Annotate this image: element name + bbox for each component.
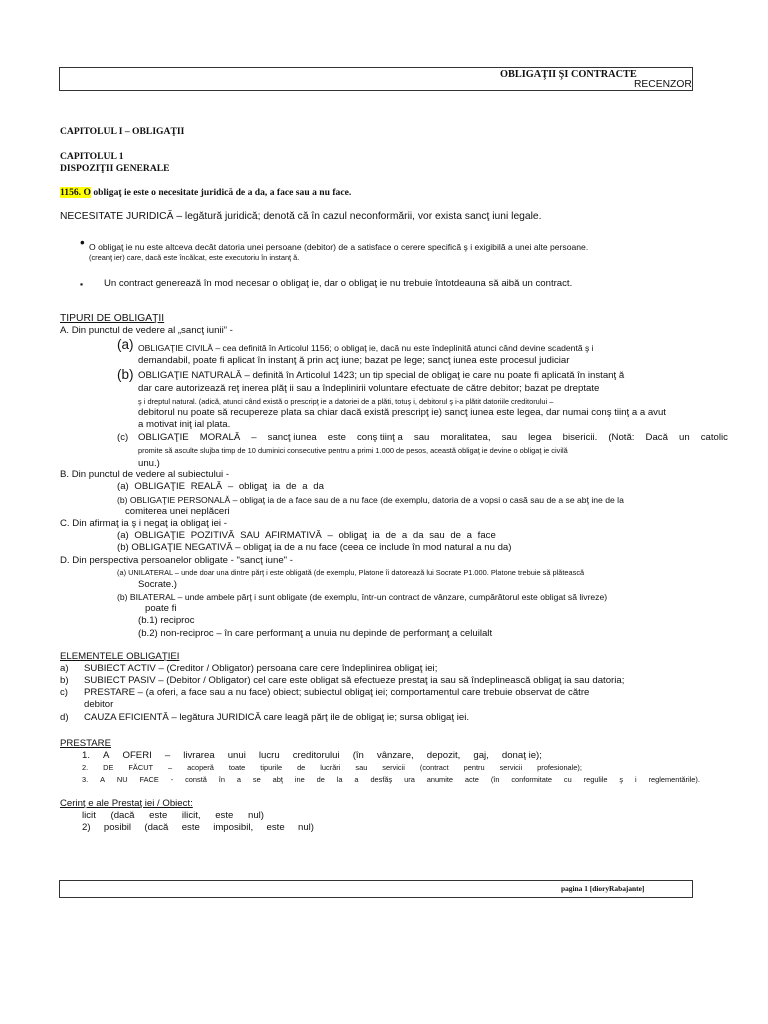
- word: moralitatea,: [440, 432, 491, 443]
- word: (dacă: [110, 810, 135, 821]
- word: i: [635, 775, 637, 784]
- word: acoperă: [187, 763, 214, 772]
- obligatie-naturala-line-5: a motivat iniţ ial plata.: [138, 419, 231, 430]
- bullet-1-line-1: O obligaţ ie nu este altceva decât datoria unei persoane (debitor) de a satisface o cerere specifică ş i exigibilă a unei alte persoane.: [89, 242, 589, 252]
- word: la: [336, 775, 343, 784]
- word: OBLIGAŢIE: [138, 432, 189, 443]
- cerinte-item-2: [82, 822, 314, 833]
- necesitate-juridica: NECESITATE JURIDICĂ – legătură juridică; denotă că în cazul neconformării, vor exista sancţ iuni legale.: [60, 211, 542, 222]
- word: anumite: [426, 775, 454, 784]
- bullet-1-line-2: (creanţ ier) care, dacă este încălcat, este executoriu în instanţ ă.: [89, 253, 300, 262]
- word: -: [170, 775, 174, 784]
- word: –: [168, 763, 173, 772]
- obligatie-naturala-line-3: ş i dreptul natural. (adică, atunci când există o prescripţ ie a datoriei de a plăti, totuş i, debitorul ş i-a plătit datoriile creditorului –: [138, 397, 554, 406]
- word: livrarea: [183, 750, 215, 761]
- word: a: [236, 775, 241, 784]
- word: servicii: [382, 763, 405, 772]
- word: conformitate: [511, 775, 553, 784]
- obligatie-naturala-line-4: debitorul nu poate să recupereze plata sa chiar dacă există prescripţ ie) sancţ iunea este legea, dar numai conş tiinţ a a avut: [138, 407, 666, 418]
- prestare-item-1: [82, 750, 542, 761]
- word: Dacă: [645, 432, 668, 443]
- obligatie-civila-line-2: demandabil, poate fi aplicat în instanţ ă prin acţ iune; bazat pe lege; sancţ iunea este procesul judiciar: [138, 355, 570, 366]
- elemente-marker: b): [60, 675, 69, 686]
- page-footer: pagina 1 [dioryRabajante]: [561, 884, 645, 893]
- elemente-marker: d): [60, 712, 69, 723]
- obligatie-personala-line-1: (b) OBLIGAŢIE PERSONALĂ – obligaţ ia de a face sau de a nu face (de exemplu, datoria de a vopsi o casă sau de a se abţ ine de la: [117, 495, 624, 505]
- word: bisericii.: [562, 432, 598, 443]
- tipuri-a-heading: A. Din punctul de vedere al „sancţ iunii” -: [60, 325, 233, 336]
- word: conş tiinţ a: [356, 432, 403, 443]
- word: FĂCUT: [128, 763, 154, 772]
- list-marker-a: (a): [117, 337, 134, 352]
- word: a: [354, 775, 359, 784]
- word: –: [251, 432, 257, 443]
- obligatie-morala-line-3: unu.): [138, 458, 160, 469]
- word: depozit,: [426, 750, 461, 761]
- word: OFERI: [122, 750, 152, 761]
- word: 3.: [82, 775, 89, 784]
- obligatie-naturala-line-1: OBLIGAŢIE NATURALĂ – definită în Articolul 1423; un tip special de obligaţ ie care nu poate fi aplicată în instanţ ă: [138, 370, 625, 381]
- bilateral-line-2: poate fi: [145, 603, 177, 614]
- tipuri-d-heading: D. Din perspectiva persoanelor obligate - "sancţ iune" -: [60, 555, 293, 566]
- prestare-item-3: [82, 775, 700, 784]
- unilateral-line-1: (a) UNILATERAL – unde doar una dintre părţ i este obligată (de exemplu, Platone îi datorează lui Socrate P1.000. Platone trebuie să plătească: [117, 568, 585, 577]
- bullet-icon: ▪: [80, 279, 84, 289]
- word: desfăş: [370, 775, 393, 784]
- word: (în: [490, 775, 500, 784]
- obligatie-morala-line-1: [138, 432, 728, 443]
- word: se: [252, 775, 261, 784]
- word: abţ: [272, 775, 283, 784]
- word: NU: [116, 775, 128, 784]
- word: constă: [185, 775, 207, 784]
- word: lucrări: [320, 763, 341, 772]
- word: FACE: [139, 775, 159, 784]
- bullet-2: Un contract generează în mod necesar o obligaţ ie, dar o obligaţ ie nu trebuie întotdeauna să aibă un contract.: [104, 278, 573, 289]
- word: donaţ ie);: [501, 750, 542, 761]
- obligatie-naturala-line-2: dar care autorizează reţ inerea plăţ ii sau a îndeplinirii voluntare efectuate de către debitor; bazat pe dreptate: [138, 383, 600, 394]
- word: este: [215, 810, 234, 821]
- word: în: [218, 775, 225, 784]
- elemente-item: CAUZA EFICIENTĂ – legătura JURIDICĂ care leagă părţ ile de obligaţ ie; sursa obligaţ iei.: [84, 712, 469, 723]
- bilateral-reciproc: (b.1) reciproc: [138, 615, 195, 626]
- word: sau: [501, 432, 518, 443]
- word: ine: [294, 775, 305, 784]
- section-heading-prestare: PRESTARE: [60, 738, 111, 749]
- word: 1.: [82, 750, 91, 761]
- word: MORALĂ: [199, 432, 241, 443]
- word: reglementările).: [648, 775, 700, 784]
- word: este: [327, 432, 346, 443]
- word: nul): [297, 822, 314, 833]
- bilateral-non-reciproc: (b.2) non-reciproc – în care performanţ a unuia nu depinde de performanţ a celuilalt: [138, 628, 493, 639]
- article-number-highlight: 1156. O: [60, 187, 91, 198]
- word: este: [266, 822, 285, 833]
- word: regulile: [583, 775, 608, 784]
- word: acte: [464, 775, 479, 784]
- word: vânzare,: [376, 750, 414, 761]
- word: (contract: [419, 763, 449, 772]
- word: toate: [228, 763, 246, 772]
- tipuri-b-heading: B. Din punctul de vedere al subiectului -: [60, 469, 230, 480]
- word: sancţ iunea: [267, 432, 317, 443]
- word: (în: [352, 750, 364, 761]
- word: catolic: [700, 432, 728, 443]
- word: ş: [619, 775, 624, 784]
- chapter-subheading-1: CAPITOLUL 1: [60, 151, 124, 162]
- word: 2): [82, 822, 91, 833]
- word: posibil: [103, 822, 132, 833]
- bilateral-line-1: (b) BILATERAL – unde ambele părţ i sunt obligate (de exemplu, într-un contract de vânzare, cumpărătorul este obligat să livreze): [117, 592, 608, 602]
- bullet-icon: •: [80, 235, 85, 250]
- word: gaj,: [473, 750, 489, 761]
- chapter-heading: CAPITOLUL I – OBLIGAŢII: [60, 126, 185, 137]
- word: pentru: [463, 763, 485, 772]
- unilateral-line-2: Socrate.): [138, 579, 177, 590]
- word: de: [316, 775, 325, 784]
- word: imposibil,: [213, 822, 254, 833]
- elemente-item: debitor: [84, 699, 114, 710]
- word: ura: [404, 775, 415, 784]
- article-1156: [60, 187, 351, 198]
- list-marker-b: (b): [117, 367, 134, 382]
- word: cu: [563, 775, 572, 784]
- section-heading-tipuri: TIPURI DE OBLIGAŢII: [60, 313, 165, 324]
- cerinte-item-1: [82, 810, 264, 821]
- elemente-item: SUBIECT ACTIV – (Creditor / Obligator) persoana care cere îndeplinirea obligaţ iei;: [84, 663, 438, 674]
- word: servicii: [499, 763, 523, 772]
- section-heading-cerinte: Cerinţ e ale Prestaţ iei / Obiect:: [60, 798, 193, 809]
- word: 2.: [82, 763, 89, 772]
- word: lucru: [258, 750, 280, 761]
- word: unui: [227, 750, 246, 761]
- word: –: [164, 750, 171, 761]
- document-title: OBLIGAŢII ŞI CONTRACTE: [500, 69, 637, 80]
- elemente-item: PRESTARE – (a oferi, a face sau a nu face) obiect; subiectul obligaţ iei; comportamentul care trebuie observat de către: [84, 687, 590, 698]
- word: (dacă: [144, 822, 169, 833]
- elemente-item: SUBIECT PASIV – (Debitor / Obligator) cel care este obligat să efectueze prestaţ ia sau să îndeplinească obligaţ ia sau datoria;: [84, 675, 625, 686]
- word: este: [181, 822, 200, 833]
- word: legea: [528, 432, 552, 443]
- chapter-subheading-2: DISPOZIŢII GENERALE: [60, 163, 170, 174]
- obligatie-civila-line-1: OBLIGAŢIE CIVILĂ – cea definită în Articolul 1156; o obligaţ ie, dacă nu este îndeplinită atunci când devine scadentă ş i: [138, 343, 594, 353]
- word: creditorului: [292, 750, 340, 761]
- word: A: [100, 775, 106, 784]
- word: licit: [82, 810, 96, 821]
- word: tipurile: [260, 763, 283, 772]
- word: ilicit,: [181, 810, 201, 821]
- word: A: [103, 750, 110, 761]
- word: sau: [413, 432, 430, 443]
- article-text: obligaţ ie este o necesitate juridică de a da, a face sau a nu face.: [90, 187, 352, 198]
- word: sau: [355, 763, 368, 772]
- obligatie-personala-line-2: comiterea unei neplăceri: [125, 506, 230, 517]
- word: (Notă:: [608, 432, 635, 443]
- list-marker-c: (c): [117, 432, 129, 443]
- tipuri-c-heading: C. Din afirmaţ ia ş i negaţ ia obligaţ iei -: [60, 518, 227, 529]
- word: profesionale);: [537, 763, 582, 772]
- document-subtitle: RECENZOR: [634, 79, 692, 90]
- word: DE: [103, 763, 114, 772]
- elemente-marker: a): [60, 663, 69, 674]
- section-heading-elemente: ELEMENTELE OBLIGAŢIEI: [60, 651, 180, 662]
- obligatie-morala-line-2: promite să asculte slujba timp de 10 duminici consecutive pentru a primi 1.000 de pesos, această obligaţ ie devine o obligaţ ie civilă: [138, 446, 568, 455]
- word: este: [149, 810, 168, 821]
- prestare-item-2: [82, 763, 582, 772]
- word: nul): [248, 810, 264, 821]
- word: de: [297, 763, 306, 772]
- elemente-marker: c): [60, 687, 68, 698]
- obligatie-negativa: (b) OBLIGAŢIE NEGATIVĂ – obligaţ ia de a nu face (ceea ce include în mod natural a nu da): [117, 542, 512, 553]
- obligatie-pozitiva: (a) OBLIGAŢIE POZITIVĂ SAU AFIRMATIVĂ – obligaţ ia de a da sau de a face: [117, 530, 496, 541]
- obligatie-reala: (a) OBLIGAŢIE REALĂ – obligaţ ia de a da: [117, 481, 324, 492]
- word: un: [678, 432, 690, 443]
